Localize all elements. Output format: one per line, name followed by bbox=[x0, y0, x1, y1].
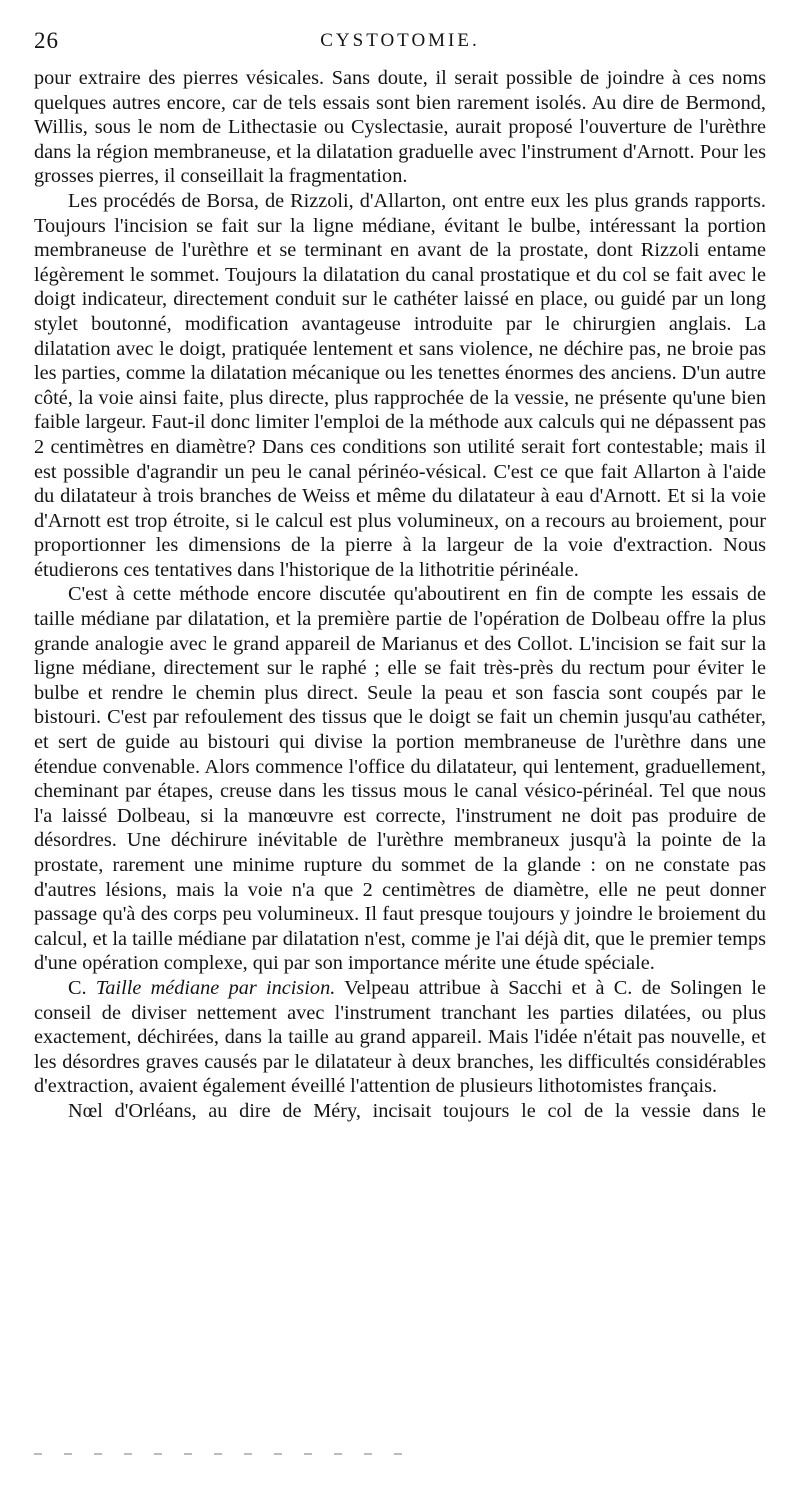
scan-mark bbox=[34, 1453, 42, 1455]
footer-scan-marks bbox=[34, 1450, 454, 1458]
scan-mark bbox=[214, 1453, 222, 1455]
scan-mark bbox=[394, 1453, 402, 1455]
section-letter: C. bbox=[68, 976, 87, 999]
paragraph-4 bbox=[34, 976, 766, 1099]
scan-mark bbox=[124, 1453, 132, 1455]
paragraph-3: C'est à cette méthode encore discutée qu'aboutirent en fin de compte les essais de taille médiane par dilatation, et la première partie de l'opération de Dolbeau offre la plus grande analogie avec le grand appareil de Marianus et des Collot. L'incision se fait sur la ligne médiane, directement sur le raphé ; elle se fait très-près du rectum pour éviter le bulbe et rendre le chemin plus direct. Seule la peau et son fascia sont coupés par le bistouri. C'est par refoulement des tissus que le doigt se fait un chemin jusqu'au cathéter, et sert de guide au bistouri qui divise la portion membraneuse de l'urèthre dans une étendue convenable. Alors commence l'office du dilatateur, qui lentement, graduellement, cheminant par étapes, creuse dans les tissus mous le canal vésico-périnéal. Tel que nous l'a laissé Dolbeau, si la manœuvre est correcte, l'instrument ne doit pas produire de désordres. Une déchirure inévitable de l'urèthre membraneux jusqu'à la pointe de la prostate, rarement une minime rupture du sommet de la glande : on ne constate pas d'autres lésions, mais la voie n'a que 2 centimètres de diamètre, elle ne peut donner passage qu'à des corps peu volumineux. Il faut presque toujours y joindre le broiement du calcul, et la taille médiane par dilatation n'est, comme je l'ai déjà dit, que le premier temps d'une opération complexe, qui par son importance mérite une étude spéciale. bbox=[34, 583, 766, 975]
paragraph-5: Nœl d'Orléans, au dire de Méry, incisait toujours le col de la vessie dans le bbox=[68, 1099, 766, 1122]
paragraph-2: Les procédés de Borsa, de Rizzoli, d'Allarton, ont entre eux les plus grands rapports. Toujours l'incision se fait sur la ligne médiane, évitant le bulbe, intéressant la portion membraneuse de l'urèthre et se terminant en avant de la prostate, dont Rizzoli entame légèrement le sommet. Toujours la dilatation du canal prostatique et du col se fait avec le doigt indicateur, directement conduit sur le cathéter laissé en place, ou guidé par un long stylet boutonné, modification avantageuse introduite par le chirurgien anglais. La dilatation avec le doigt, pratiquée lentement et sans violence, ne déchire pas, ne broie pas les parties, comme la dilatation mécanique ou les tenettes énormes des anciens. D'un autre côté, la voie ainsi faite, plus directe, plus rapprochée de la vessie, ne présente qu'une bien faible largeur. Faut-il donc limiter l'emploi de la méthode aux calculs qui ne dépassent pas 2 centimètres en diamètre? Dans ces conditions son utilité serait fort contestable; mais il est possible d'agrandir un peu le canal périnéo-vésical. C'est ce que fait Allarton à l'aide du dilatateur à trois branches de Weiss et même du dilatateur à eau d'Arnott. Et si la voie d'Arnott est trop étroite, si le calcul est plus volumineux, on a recours au broiement, pour proportionner les dimensions de la pierre à la largeur de la voie d'extraction. Nous étudierons ces tentatives dans l'historique de la lithotritie périnéale. bbox=[34, 189, 766, 581]
scan-mark bbox=[184, 1453, 192, 1455]
scan-mark bbox=[274, 1453, 282, 1455]
page-number: 26 bbox=[34, 28, 59, 53]
page-header bbox=[34, 28, 766, 58]
scan-mark bbox=[244, 1453, 252, 1455]
body-text bbox=[34, 66, 766, 1124]
paragraph-1: pour extraire des pierres vésicales. Sans doute, il serait possible de joindre à ces noms quelques autres encore, car de tels essais sont bien rarement isolés. Au dire de Bermond, Willis, sous le nom de Lithectasie ou Cyslectasie, aurait proposé l'ouverture de l'urèthre dans la région membraneuse, et la dilatation graduelle avec l'instrument d'Arnott. Pour les grosses pierres, il conseillait la fragmentation. bbox=[34, 67, 766, 188]
scan-mark bbox=[94, 1453, 102, 1455]
paragraph-4-text: Velpeau attribue à Sacchi et à C. de Solingen le conseil de diviser nettement avec l'instrument tranchant les parties dilatées, ou plus exactement, déchirées, dans la taille au grand appareil. Mais l'idée n'était pas nouvelle, et les désordres graves causés par le dilatateur à deux branches, les difficultés considérables d'extraction, avaient également éveillé l'attention de plusieurs lithotomistes français. bbox=[34, 976, 766, 1098]
scan-mark bbox=[364, 1453, 372, 1455]
scan-mark bbox=[154, 1453, 162, 1455]
section-heading: Taille médiane par incision. bbox=[95, 976, 336, 999]
scan-mark bbox=[334, 1453, 342, 1455]
scan-mark bbox=[304, 1453, 312, 1455]
scan-mark bbox=[64, 1453, 72, 1455]
running-title: CYSTOTOMIE. bbox=[320, 30, 480, 51]
